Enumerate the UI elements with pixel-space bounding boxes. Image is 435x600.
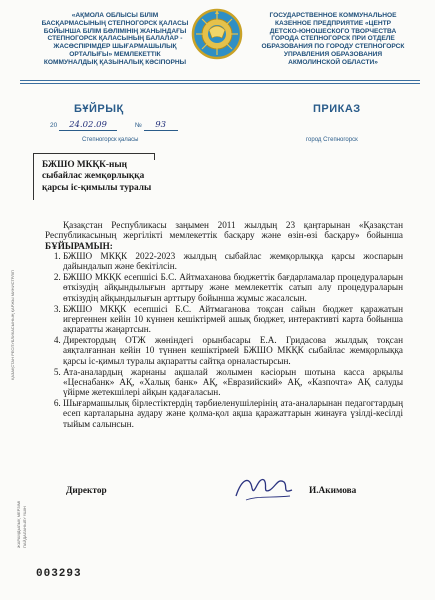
header-ru-line: ДЕТСКО-ЮНОШЕСКОГО ТВОРЧЕСТВА (269, 27, 397, 35)
state-emblem-icon (191, 8, 243, 60)
order-title-kazakh: БҰЙРЫҚ (74, 103, 124, 115)
header-kz-line: ОРТАЛЫҒЫ» МЕМЛЕКЕТТІК (69, 50, 161, 58)
header-divider (20, 80, 420, 81)
order-item: 5. Ата-аналардың жарнаны ақшалай жолымен кәсіорын шотына касса арқылы «Цеснабанк» АҚ, «Халық банк» АҚ, «Евразийский» АҚ, «Казпочта» АҚ салуды үйірме жетекшілері айқын қадағаласын. (63, 367, 403, 398)
header-kz-line: КОММУНАЛДЫҚ ҚАЗЫНАЛЫҚ КӘСІПОРНЫ (43, 58, 187, 66)
side-note-top: ҚАЗАҚСТАН РЕСПУБЛИКАСЫНЫҢ ҚАРЖЫ МИНИСТРЛІГІ (10, 269, 15, 380)
form-serial-number: 003293 (36, 568, 82, 580)
subject-line: БЖШО МКҚК-ның (42, 160, 127, 170)
order-subject (42, 160, 162, 194)
header-ru-line: ГОРОДА СТЕПНОГОРСК ПРИ ОТДЕЛЕ (271, 35, 395, 43)
header-ru-line: ГОСУДАРСТВЕННОЕ КОММУНАЛЬНОЕ (269, 12, 397, 19)
side-note-bottom-2: ПАЙДАЛАНЫЛУ ҮШІН (22, 506, 27, 548)
header-kz-line: СТЕПНОГОРСК ҚАЛАСЫНЫҢ БАЛАЛАР - (47, 35, 183, 43)
handwritten-number: 93 (155, 120, 167, 130)
header-kz-line: ЖАСӨСПІРІМДЕР ШЫҒАРМАШЫЛЫҚ (53, 43, 177, 51)
intro-text: Қазақстан Республикасы заңымен 2011 жылдың 23 қаңтарынан «Қазақстан Республикасының жергілікті мемлекеттік басқару және өзін-өзі басқару» бойынша (45, 220, 403, 241)
order-title-russian: ПРИКАЗ (313, 103, 361, 115)
place-kazakh: Степногорск қаласы (82, 137, 139, 143)
header-ru-line: УПРАВЛЕНИЯ ОБРАЗОВАНИЯ (283, 50, 383, 58)
header-divider-thin (20, 83, 420, 84)
side-note-bottom: ЖАРАМДЫЛЫҚ МЕРЗІМІ (16, 500, 21, 548)
header-kz-line: «АҚМОЛА ОБЛЫСЫ БІЛІМ (71, 12, 159, 19)
order-item: 6. Шығармашылық бірлестіктердің тәрбиеленушілерінің ата-аналарынан педагогтардың есеп карталарына аудару және қолма-қол ақша қаражаттарын жинауға үзілді-кесілді тыйым салынсын. (63, 398, 403, 429)
subject-bracket-corner (146, 153, 155, 160)
order-item: 3. БЖШО МКҚК есепшісі Б.С. Айтмаганова тоқсан сайын бюджет қаражатын игергеннен кейін 10 күннен кешіктірмей ашық бюджет, интерактивті карта бойынша ақпаратты жаңартсын. (63, 304, 403, 335)
signature-role: Директор (66, 486, 107, 496)
order-item: 1. БЖШО МКҚК 2022-2023 жылдың сыбайлас жемқорлыққа қарсы жоспарын дайындалып және бекітілсін. (63, 251, 403, 272)
order-body (45, 220, 403, 430)
header-ru-line: КАЗЕННОЕ ПРЕДПРИЯТИЕ «ЦЕНТР (274, 19, 392, 27)
subject-line: сыбайлас жемқорлыққа (42, 171, 145, 182)
intro-command: БҰЙЫРАМЫН: (45, 240, 113, 251)
place-russian: город Степногорск (306, 137, 358, 143)
header-kz-line: БОЙЫНША БІЛІМ БӨЛІМІНІҢ ЖАНЫНДАҒЫ (43, 27, 187, 35)
header-ru-line: АКМОЛИНСКОЙ ОБЛАСТИ» (288, 58, 378, 66)
date-prefix: 20 (50, 122, 58, 129)
order-item: 2. БЖШО МКҚК есепшісі Б.С. Айтмаханова бюджеттік бағдарламалар процедураларын өткізудің айқындылығын арттыру және мемлекеттік сатып алу процедураларын өткізудің айқындылығын арттыру бойынша жұмыс жасалсын. (63, 272, 403, 303)
subject-line: қарсы іс-қимылы туралы (42, 182, 152, 193)
number-label: № (134, 122, 142, 129)
order-item: 4. Директордың ОТЖ жөніндегі орынбасары Е.А. Гридасова жылдық тоқсан аяқталғаннан кейін 10 түннен кешіктірмей БЖШО МКҚК сыбайлас жемқорлыққа қарсы іс-қимыл туралы ақпаратты сайтқа орналастырсын. (63, 335, 403, 366)
order-items (45, 251, 403, 429)
header-kz-line: БАСҚАРМАСЫНЫҢ СТЕПНОГОРСК ҚАЛАСЫ (41, 19, 189, 27)
header-russian (253, 12, 413, 67)
handwritten-date: 24.02.09 (69, 120, 107, 130)
header-kazakh (40, 12, 190, 67)
handwritten-signature-icon (232, 470, 296, 506)
order-date-line (50, 120, 178, 131)
signature-name: И.Акимова (309, 486, 357, 496)
order-intro (45, 220, 403, 251)
header-ru-line: ОБРАЗОВАНИЯ ПО ГОРОДУ СТЕПНОГОРСК (261, 43, 405, 51)
